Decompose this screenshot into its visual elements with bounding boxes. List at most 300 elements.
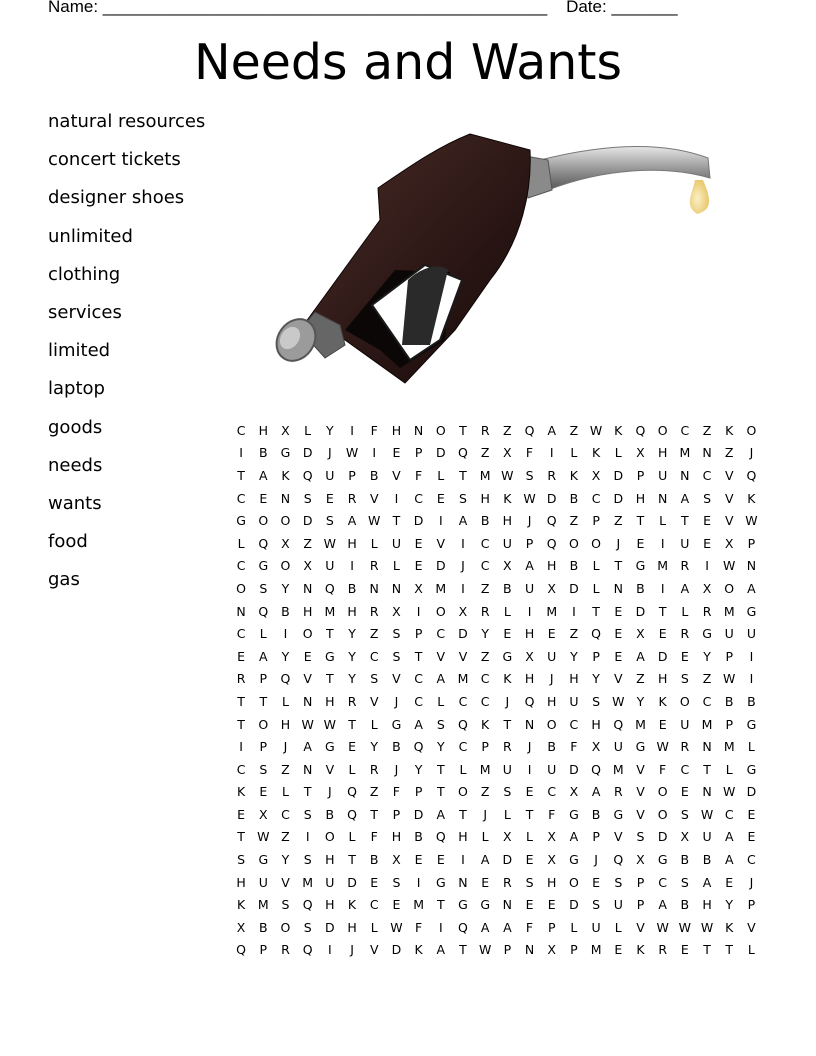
word-list-item: unlimited: [48, 225, 133, 247]
grid-letter: N: [391, 580, 402, 596]
grid-letter: T: [436, 784, 445, 800]
grid-letter: B: [258, 445, 268, 461]
grid-letter: M: [435, 580, 447, 596]
grid-letter: D: [613, 490, 624, 506]
word-list-item: goods: [48, 416, 103, 438]
grid-letter: O: [458, 784, 468, 800]
grid-letter: C: [369, 897, 379, 913]
word-list-item: needs: [48, 454, 103, 476]
grid-letter: Q: [613, 716, 624, 732]
grid-letter: D: [569, 897, 579, 913]
grid-letter: L: [614, 919, 622, 935]
grid-letter: G: [746, 716, 757, 732]
grid-letter: C: [658, 874, 668, 890]
grid-letter: V: [614, 829, 623, 845]
grid-letter: B: [347, 580, 357, 596]
grid-letter: A: [503, 919, 512, 935]
grid-letter: M: [701, 716, 713, 732]
grid-letter: V: [724, 490, 734, 506]
grid-letter: U: [680, 535, 690, 551]
grid-letter: V: [724, 467, 734, 483]
grid-letter: R: [503, 874, 512, 890]
grid-letter: I: [372, 445, 377, 461]
grid-letter: R: [503, 739, 512, 755]
grid-letter: C: [680, 761, 690, 777]
grid-letter: P: [636, 897, 645, 913]
grid-letter: H: [591, 716, 601, 732]
grid-letter: J: [616, 535, 621, 551]
grid-letter: T: [237, 467, 245, 483]
grid-letter: X: [392, 852, 401, 868]
grid-row: [230, 600, 763, 623]
grid-letter: W: [723, 558, 736, 574]
grid-letter: Q: [236, 942, 247, 958]
grid-letter: N: [746, 558, 757, 574]
grid-letter: L: [370, 716, 378, 732]
grid-letter: R: [480, 422, 490, 438]
grid-letter: E: [259, 784, 268, 800]
grid-row: [230, 713, 763, 736]
grid-letter: G: [325, 648, 335, 664]
grid-letter: T: [681, 513, 689, 529]
grid-letter: O: [280, 558, 291, 574]
grid-letter: H: [524, 626, 535, 642]
grid-letter: H: [325, 852, 335, 868]
grid-letter: B: [724, 693, 734, 709]
grid-letter: J: [461, 558, 465, 574]
grid-letter: A: [680, 580, 690, 596]
grid-letter: A: [303, 739, 312, 755]
grid-letter: O: [657, 422, 668, 438]
grid-letter: T: [525, 806, 534, 822]
grid-letter: H: [524, 671, 535, 687]
grid-letter: W: [257, 829, 270, 845]
grid-letter: G: [391, 716, 402, 732]
grid-letter: O: [258, 513, 269, 529]
grid-letter: S: [459, 490, 467, 506]
grid-letter: T: [326, 626, 334, 642]
grid-letter: F: [370, 422, 378, 438]
grid-letter: Z: [569, 422, 579, 438]
grid-letter: W: [745, 513, 758, 529]
grid-letter: N: [302, 693, 313, 709]
grid-letter: Z: [369, 784, 379, 800]
grid-letter: F: [548, 806, 556, 822]
grid-letter: I: [394, 490, 399, 506]
grid-letter: B: [369, 852, 379, 868]
date-label: Date:: [566, 0, 612, 16]
grid-letter: I: [416, 874, 421, 890]
grid-letter: Q: [458, 716, 468, 732]
grid-letter: W: [523, 490, 536, 506]
grid-letter: A: [724, 829, 734, 845]
grid-letter: M: [324, 603, 336, 619]
grid-letter: L: [503, 603, 511, 619]
grid-letter: J: [328, 445, 332, 461]
grid-letter: L: [747, 739, 755, 755]
grid-letter: S: [636, 829, 645, 845]
grid-letter: M: [612, 761, 624, 777]
grid-letter: G: [258, 558, 269, 574]
word-list-item: food: [48, 531, 88, 553]
grid-letter: S: [303, 919, 312, 935]
grid-letter: B: [258, 919, 268, 935]
grid-letter: B: [591, 806, 601, 822]
grid-letter: Z: [569, 513, 579, 529]
grid-letter: G: [746, 761, 757, 777]
grid-letter: L: [659, 513, 667, 529]
grid-letter: O: [724, 580, 735, 596]
grid-letter: M: [723, 739, 735, 755]
grid-letter: T: [370, 806, 379, 822]
grid-row: [230, 735, 763, 758]
grid-letter: N: [524, 716, 535, 732]
grid-letter: L: [725, 761, 733, 777]
grid-letter: R: [613, 784, 623, 800]
grid-letter: M: [302, 874, 314, 890]
grid-letter: I: [660, 535, 665, 551]
grid-row: [230, 848, 763, 871]
grid-letter: D: [657, 648, 668, 664]
grid-letter: C: [480, 671, 490, 687]
grid-letter: T: [392, 513, 401, 529]
grid-letter: S: [370, 671, 379, 687]
grid-letter: C: [591, 490, 601, 506]
grid-letter: E: [436, 490, 445, 506]
grid-letter: E: [392, 445, 401, 461]
grid-letter: C: [702, 693, 712, 709]
grid-letter: T: [414, 648, 423, 664]
fuel-pump-nozzle-graphic: [262, 126, 722, 386]
grid-letter: H: [325, 897, 335, 913]
grid-letter: P: [392, 806, 401, 822]
grid-letter: S: [392, 626, 401, 642]
grid-letter: L: [747, 942, 755, 958]
grid-letter: O: [280, 919, 291, 935]
grid-letter: V: [458, 648, 468, 664]
grid-letter: I: [461, 580, 465, 596]
grid-letter: R: [702, 603, 712, 619]
grid-letter: Q: [546, 535, 557, 551]
grid-letter: Y: [592, 671, 600, 687]
grid-letter: P: [414, 784, 423, 800]
grid-letter: S: [680, 671, 689, 687]
grid-letter: V: [636, 761, 645, 777]
grid-letter: A: [569, 829, 579, 845]
grid-letter: P: [414, 626, 423, 642]
grid-letter: K: [614, 422, 623, 438]
grid-letter: T: [725, 942, 734, 958]
grid-letter: L: [437, 693, 445, 709]
grid-letter: W: [723, 784, 736, 800]
grid-letter: E: [525, 897, 534, 913]
grid-letter: M: [590, 942, 602, 958]
grid-letter: X: [392, 603, 401, 619]
grid-letter: A: [259, 467, 268, 483]
grid-letter: S: [680, 874, 689, 890]
grid-letter: Z: [480, 648, 490, 664]
grid-row: [230, 803, 763, 826]
word-search-grid: [230, 419, 763, 961]
grid-letter: C: [747, 852, 756, 868]
grid-letter: T: [503, 716, 512, 732]
grid-letter: G: [635, 558, 646, 574]
grid-letter: G: [657, 852, 668, 868]
grid-letter: P: [259, 671, 268, 687]
grid-letter: A: [724, 852, 734, 868]
grid-letter: E: [592, 874, 601, 890]
grid-letter: E: [370, 874, 379, 890]
grid-letter: F: [370, 829, 378, 845]
grid-letter: P: [725, 716, 733, 732]
grid-letter: Y: [348, 671, 356, 687]
grid-letter: O: [280, 513, 291, 529]
grid-letter: W: [501, 467, 514, 483]
grid-letter: I: [239, 739, 243, 755]
grid-row: [230, 758, 763, 781]
grid-row: [230, 555, 763, 578]
grid-letter: X: [503, 445, 512, 461]
grid-letter: V: [303, 671, 312, 687]
grid-letter: V: [281, 874, 290, 890]
grid-letter: E: [503, 626, 512, 642]
grid-letter: H: [347, 535, 357, 551]
grid-letter: S: [303, 852, 312, 868]
grid-letter: X: [702, 580, 712, 596]
grid-letter: T: [459, 806, 467, 822]
grid-letter: W: [612, 693, 625, 709]
grid-letter: N: [702, 784, 712, 800]
grid-letter: V: [636, 784, 645, 800]
grid-letter: A: [414, 716, 423, 732]
grid-letter: S: [525, 467, 534, 483]
grid-letter: B: [569, 558, 579, 574]
page-title: Needs and Wants: [193, 34, 623, 91]
grid-letter: X: [303, 558, 312, 574]
grid-letter: L: [281, 784, 289, 800]
grid-row: [230, 939, 763, 962]
grid-letter: A: [458, 513, 468, 529]
grid-letter: E: [747, 806, 756, 822]
grid-letter: H: [702, 897, 712, 913]
grid-letter: Y: [326, 422, 334, 438]
grid-letter: Q: [302, 897, 313, 913]
grid-letter: U: [325, 467, 335, 483]
grid-letter: Y: [370, 739, 379, 755]
grid-letter: H: [302, 603, 313, 619]
grid-letter: H: [657, 445, 668, 461]
grid-letter: M: [413, 897, 424, 913]
grid-letter: I: [350, 558, 354, 574]
grid-letter: C: [236, 558, 246, 574]
grid-letter: T: [326, 671, 334, 687]
grid-letter: G: [280, 445, 291, 461]
grid-letter: O: [236, 580, 247, 596]
grid-letter: A: [480, 919, 490, 935]
grid-letter: S: [592, 897, 601, 913]
grid-letter: D: [657, 829, 668, 845]
grid-letter: Q: [591, 761, 602, 777]
grid-letter: E: [658, 626, 667, 642]
grid-letter: Y: [414, 761, 423, 777]
grid-letter: A: [525, 558, 534, 574]
grid-letter: W: [589, 422, 603, 438]
grid-letter: U: [547, 761, 557, 777]
grid-letter: G: [258, 852, 269, 868]
grid-letter: C: [369, 648, 379, 664]
name-label: Name:: [48, 0, 103, 16]
grid-letter: S: [237, 852, 246, 868]
grid-letter: L: [570, 919, 578, 935]
grid-letter: G: [702, 626, 712, 642]
grid-letter: T: [303, 784, 312, 800]
grid-letter: E: [525, 852, 534, 868]
grid-letter: K: [725, 422, 734, 438]
grid-letter: T: [703, 761, 711, 777]
grid-letter: P: [570, 942, 578, 958]
grid-letter: Z: [569, 626, 579, 642]
grid-letter: B: [702, 852, 712, 868]
word-list-item: concert tickets: [48, 149, 181, 171]
grid-letter: T: [259, 693, 268, 709]
grid-row: [230, 577, 763, 600]
grid-letter: J: [594, 852, 598, 868]
grid-letter: Y: [436, 739, 445, 755]
grid-letter: I: [461, 535, 465, 551]
grid-letter: I: [305, 829, 310, 845]
grid-letter: C: [680, 422, 690, 438]
grid-letter: C: [480, 535, 490, 551]
grid-letter: U: [658, 467, 668, 483]
grid-letter: M: [479, 467, 491, 483]
grid-letter: Q: [435, 829, 446, 845]
grid-letter: B: [680, 852, 690, 868]
grid-letter: W: [323, 716, 337, 732]
grid-letter: S: [503, 784, 512, 800]
grid-letter: K: [414, 942, 423, 958]
grid-letter: K: [591, 445, 601, 461]
grid-letter: H: [480, 490, 490, 506]
grid-letter: S: [259, 580, 268, 596]
grid-letter: H: [347, 603, 357, 619]
grid-letter: A: [658, 897, 667, 913]
grid-letter: X: [591, 467, 601, 483]
grid-letter: I: [416, 603, 421, 619]
grid-letter: W: [368, 513, 381, 529]
grid-letter: V: [636, 919, 645, 935]
grid-letter: F: [659, 761, 667, 777]
grid-letter: B: [325, 806, 335, 822]
grid-letter: I: [572, 603, 576, 619]
grid-letter: B: [414, 829, 423, 845]
grid-letter: S: [325, 513, 334, 529]
grid-letter: C: [480, 693, 490, 709]
grid-letter: Q: [546, 513, 557, 529]
grid-letter: L: [570, 445, 578, 461]
grid-letter: A: [636, 648, 645, 664]
grid-letter: G: [502, 648, 513, 664]
grid-row: [230, 871, 763, 894]
grid-letter: C: [236, 761, 246, 777]
grid-letter: N: [702, 739, 712, 755]
grid-letter: W: [301, 716, 314, 732]
grid-letter: M: [679, 445, 691, 461]
grid-letter: Z: [480, 580, 490, 596]
grid-letter: D: [746, 784, 757, 800]
grid-letter: U: [680, 716, 690, 732]
grid-letter: Z: [636, 671, 645, 687]
grid-letter: I: [660, 580, 665, 596]
grid-letter: H: [547, 558, 557, 574]
grid-letter: P: [503, 942, 512, 958]
grid-letter: W: [700, 919, 714, 935]
grid-letter: B: [569, 490, 579, 506]
grid-letter: L: [259, 626, 267, 642]
grid-letter: J: [394, 761, 399, 777]
grid-letter: C: [236, 626, 246, 642]
grid-letter: Q: [347, 784, 357, 800]
grid-letter: Z: [702, 422, 712, 438]
grid-letter: X: [636, 626, 645, 642]
grid-letter: U: [502, 761, 512, 777]
grid-letter: I: [283, 626, 288, 642]
grid-row: [230, 690, 763, 713]
grid-letter: Q: [613, 852, 624, 868]
grid-letter: X: [236, 919, 246, 935]
grid-letter: J: [749, 445, 754, 461]
grid-letter: X: [281, 422, 290, 438]
grid-letter: G: [613, 806, 624, 822]
grid-letter: V: [325, 761, 335, 777]
grid-letter: P: [747, 535, 756, 551]
grid-letter: O: [746, 422, 757, 438]
grid-letter: S: [592, 693, 601, 709]
grid-letter: N: [702, 445, 712, 461]
grid-letter: C: [236, 490, 246, 506]
grid-letter: Z: [480, 445, 490, 461]
grid-letter: M: [257, 897, 269, 913]
grid-letter: X: [636, 852, 645, 868]
grid-letter: E: [237, 648, 246, 664]
grid-letter: I: [239, 445, 243, 461]
grid-letter: E: [259, 490, 268, 506]
grid-letter: U: [325, 874, 335, 890]
grid-letter: M: [457, 671, 469, 687]
grid-letter: E: [614, 603, 623, 619]
grid-letter: D: [613, 467, 624, 483]
word-list-item: clothing: [48, 263, 121, 285]
grid-letter: G: [746, 603, 757, 619]
grid-letter: P: [348, 467, 356, 483]
grid-letter: A: [747, 580, 756, 596]
grid-letter: F: [570, 739, 578, 755]
grid-letter: D: [635, 603, 646, 619]
grid-letter: Q: [524, 422, 535, 438]
grid-letter: B: [503, 580, 512, 596]
grid-letter: G: [325, 739, 335, 755]
grid-letter: T: [237, 829, 245, 845]
grid-letter: J: [527, 513, 532, 529]
grid-letter: D: [569, 761, 579, 777]
grid-letter: H: [347, 919, 357, 935]
grid-letter: N: [613, 580, 623, 596]
grid-letter: S: [303, 490, 312, 506]
grid-letter: O: [591, 535, 602, 551]
grid-letter: X: [258, 806, 268, 822]
grid-letter: S: [680, 806, 689, 822]
grid-letter: B: [480, 513, 490, 529]
grid-letter: R: [658, 942, 667, 958]
